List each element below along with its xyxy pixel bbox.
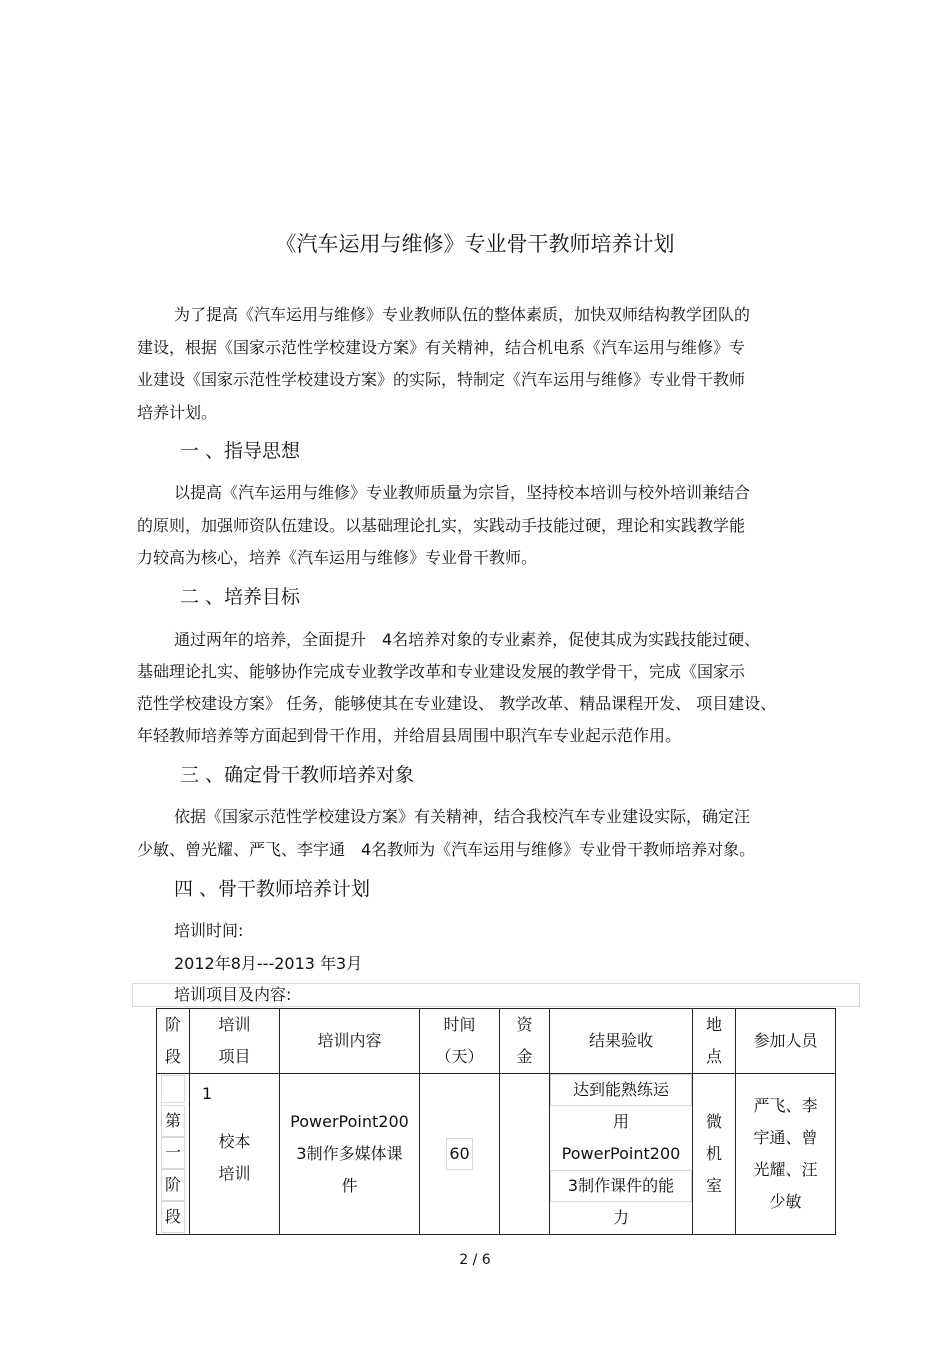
header-result: 结果验收 — [550, 1009, 693, 1074]
header-funds: 资 金 — [500, 1009, 550, 1074]
table-header-row — [157, 1009, 836, 1074]
section-3-line-1: 依据《国家示范性学校建设方案》有关精神，结合我校汽车专业建设实际，确定汪 — [174, 807, 751, 826]
intro-line-2: 建设，根据《国家示范性学校建设方案》有关精神，结合机电系《汽车运用与维修》专 — [137, 338, 746, 357]
section-3-line-2: 少敏、曾光耀、严飞、李宇通 4名教师为《汽车运用与维修》专业骨干教师培养对象。 — [137, 840, 756, 859]
section-1-line-3: 力较高为核心，培养《汽车运用与维修》专业骨干教师。 — [137, 548, 538, 567]
section-heading-3: 三 、确定骨干教师培养对象 — [180, 764, 415, 786]
cell-place: 微 机 室 — [693, 1074, 736, 1235]
cell-funds — [500, 1074, 550, 1235]
section-heading-2: 二 、培养目标 — [180, 586, 301, 608]
section-2-line-4: 年轻教师培养等方面起到骨干作用，并给眉县周围中职汽车专业起示范作用。 — [137, 726, 682, 745]
section-heading-1: 一 、指导思想 — [180, 440, 301, 462]
training-items-label: 培训项目及内容: — [174, 985, 292, 1004]
header-stage: 阶 段 — [157, 1009, 190, 1074]
cell-people: 严飞、李 宇通、曾 光耀、汪 少敏 — [736, 1074, 836, 1235]
section-2-line-1: 通过两年的培养，全面提升 4名培养对象的专业素养，促使其成为实践技能过硬、 — [174, 630, 761, 649]
section-1-line-2: 的原则，加强师资队伍建设。以基础理论扎实，实践动手技能过硬，理论和实践教学能 — [137, 516, 746, 535]
intro-line-3: 业建设《国家示范性学校建设方案》的实际，特制定《汽车运用与维修》专业骨干教师 — [137, 370, 746, 389]
header-days: 时间 （天） — [420, 1009, 500, 1074]
section-heading-4: 四 、骨干教师培养计划 — [174, 878, 371, 900]
cell-project: 1 校本 培训 — [190, 1074, 280, 1235]
page-number: 2 / 6 — [459, 1252, 491, 1268]
cell-stage: 第 一 阶 段 — [157, 1074, 190, 1235]
training-time-value: 2012年8月---2013 年3月 — [174, 954, 363, 973]
header-people: 参加人员 — [736, 1009, 836, 1074]
cell-days: 60 — [420, 1074, 500, 1235]
cell-result: 达到能熟练运 用 PowerPoint200 3制作课件的能 力 — [550, 1074, 693, 1235]
cell-content: PowerPoint200 3制作多媒体课 件 — [280, 1074, 420, 1235]
section-1-line-1: 以提高《汽车运用与维修》专业教师质量为宗旨，坚持校本培训与校外培训兼结合 — [174, 483, 751, 502]
header-project: 培训 项目 — [190, 1009, 280, 1074]
training-time-label: 培训时间: — [174, 921, 244, 940]
section-2-line-2: 基础理论扎实、能够协作完成专业教学改革和专业建设发展的教学骨干，完成《国家示 — [137, 662, 746, 681]
table-row — [157, 1074, 836, 1235]
section-2-line-3: 范性学校建设方案》 任务，能够使其在专业建设、 教学改革、精品课程开发、 项目建设、 — [137, 694, 777, 713]
header-place: 地 点 — [693, 1009, 736, 1074]
header-content: 培训内容 — [280, 1009, 420, 1074]
intro-line-1: 为了提高《汽车运用与维修》专业教师队伍的整体素质，加快双师结构教学团队的 — [174, 305, 751, 324]
training-table — [156, 1008, 836, 1235]
intro-line-4: 培养计划。 — [137, 403, 218, 422]
document-title: 《汽车运用与维修》专业骨干教师培养计划 — [275, 232, 675, 256]
